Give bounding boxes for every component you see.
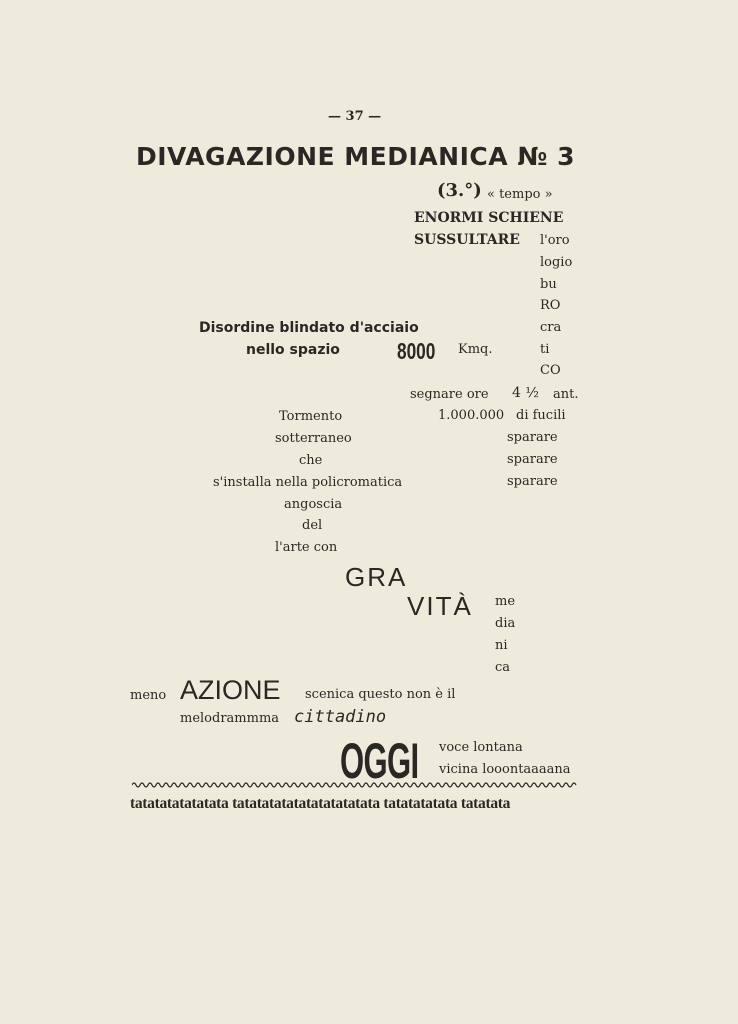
segnare-text: segnare ore bbox=[410, 387, 489, 402]
sparare-line: sparare bbox=[507, 474, 558, 489]
angoscia-line: del bbox=[302, 518, 323, 533]
kmq-unit: Kmq. bbox=[458, 342, 493, 357]
tormento-line: Tormento bbox=[279, 409, 343, 424]
wavy-rule bbox=[132, 780, 578, 790]
nello-spazio-text: nello spazio bbox=[246, 342, 340, 358]
azione-word: AZIONE bbox=[180, 675, 281, 705]
medianica-part: dia bbox=[495, 616, 516, 631]
orologio-part: RO bbox=[540, 298, 561, 313]
melodramma-text: melodrammma bbox=[180, 711, 280, 726]
orologio-part: logio bbox=[540, 255, 573, 270]
tatata-line: tatatatatatatata tatatatatatatatatatatata tatatatatata tatatata bbox=[130, 795, 511, 812]
disordine-text: Disordine blindato d'acciaio bbox=[199, 320, 419, 336]
orologio-part: cra bbox=[540, 320, 562, 335]
orologio-part: CO bbox=[540, 363, 561, 378]
ant-text: ant. bbox=[553, 387, 579, 402]
tempo-label: « tempo » bbox=[487, 187, 553, 202]
cittadino-text: cittadino bbox=[294, 707, 387, 727]
installa-text: s'installa nella policromatica bbox=[213, 475, 403, 490]
vita-word: VITÀ bbox=[407, 591, 473, 621]
tormento-line: sotterraneo bbox=[275, 431, 352, 446]
medianica-part: ca bbox=[495, 660, 511, 675]
angoscia-line: angoscia bbox=[284, 497, 343, 512]
sussultare-text: SUSSULTARE bbox=[414, 232, 520, 248]
orologio-part: bu bbox=[540, 277, 557, 292]
oggi-word: OGGI bbox=[340, 733, 419, 789]
number-8000: 8000 bbox=[397, 338, 436, 364]
gra-word: GRA bbox=[345, 562, 408, 592]
vicina-text: vicina looontaaaana bbox=[439, 762, 571, 777]
medianica-part: ni bbox=[495, 638, 508, 653]
page-title: DIVAGAZIONE MEDIANICA № 3 bbox=[136, 142, 575, 171]
voce-lontana-text: voce lontana bbox=[439, 740, 523, 755]
angoscia-line: l'arte con bbox=[275, 540, 338, 555]
orologio-part: l'oro bbox=[540, 233, 570, 248]
milione-number: 1.000.000 bbox=[438, 408, 505, 423]
page-number: — 37 — bbox=[328, 109, 382, 124]
sparare-line: sparare bbox=[507, 430, 558, 445]
sparare-line: sparare bbox=[507, 452, 558, 467]
scenica-line: scenica questo non è il bbox=[305, 687, 456, 702]
ore-value: 4 ½ bbox=[512, 385, 539, 401]
tormento-line: che bbox=[299, 453, 323, 468]
medianica-part: me bbox=[495, 594, 516, 609]
orologio-part: ti bbox=[540, 342, 550, 357]
subtitle-number: (3.°) bbox=[437, 180, 482, 201]
meno-text: meno bbox=[130, 688, 167, 703]
di-fucili-text: di fucili bbox=[516, 408, 566, 423]
enormi-schiene-text: ENORMI SCHIENE bbox=[414, 210, 564, 226]
